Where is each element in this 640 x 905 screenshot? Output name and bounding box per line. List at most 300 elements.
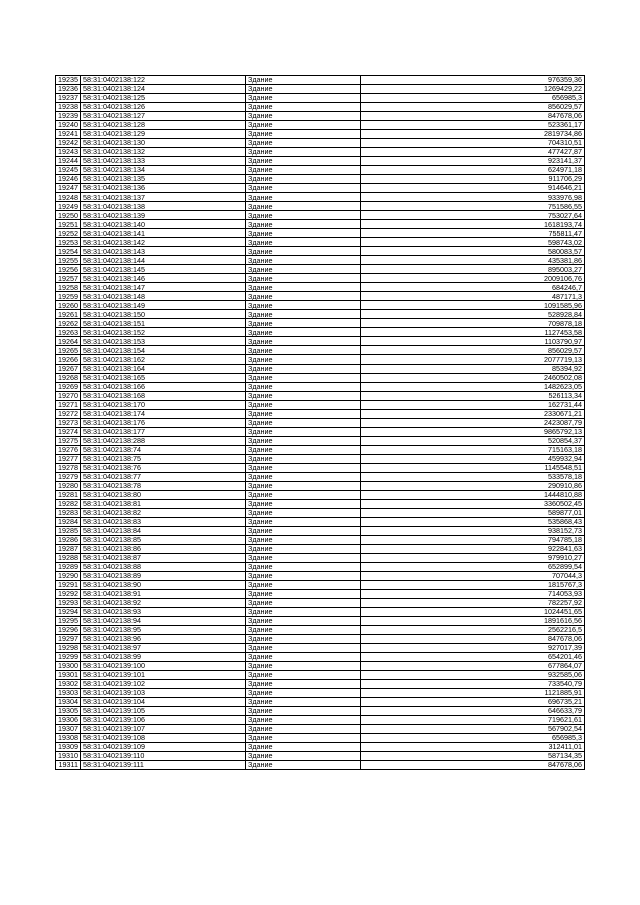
cadastral-value-cell: 1024451,65 [361, 607, 585, 616]
cadastral-value-cell: 927017,39 [361, 643, 585, 652]
table-row [56, 725, 585, 734]
row-number-cell: 19302 [56, 680, 81, 689]
row-number-cell: 19292 [56, 589, 81, 598]
cadastral-number-cell: 58:31:0402138:76 [81, 463, 246, 472]
object-type-cell: Здание [246, 301, 361, 310]
table-row [56, 400, 585, 409]
cadastral-number-cell: 58:31:0402138:126 [81, 103, 246, 112]
table-row [56, 607, 585, 616]
row-number-cell: 19279 [56, 472, 81, 481]
cadastral-number-cell: 58:31:0402138:93 [81, 607, 246, 616]
cadastral-value-cell: 9865792,13 [361, 427, 585, 436]
table-row [56, 211, 585, 220]
row-number-cell: 19252 [56, 229, 81, 238]
object-type-cell: Здание [246, 634, 361, 643]
object-type-cell: Здание [246, 337, 361, 346]
cadastral-number-cell: 58:31:0402138:83 [81, 517, 246, 526]
cadastral-number-cell: 58:31:0402139:102 [81, 680, 246, 689]
cadastral-value-cell: 646633,79 [361, 707, 585, 716]
object-type-cell: Здание [246, 184, 361, 193]
row-number-cell: 19306 [56, 716, 81, 725]
cadastral-number-cell: 58:31:0402138:288 [81, 436, 246, 445]
cadastral-number-cell: 58:31:0402138:146 [81, 274, 246, 283]
row-number-cell: 19238 [56, 103, 81, 112]
cadastral-value-cell: 755811,47 [361, 229, 585, 238]
table-row [56, 716, 585, 725]
object-type-cell: Здание [246, 625, 361, 634]
cadastral-number-cell: 58:31:0402138:132 [81, 148, 246, 157]
table-row [56, 598, 585, 607]
table-row [56, 463, 585, 472]
cadastral-value-cell: 782257,92 [361, 598, 585, 607]
cadastral-number-cell: 58:31:0402138:80 [81, 490, 246, 499]
cadastral-value-cell: 1269429,22 [361, 85, 585, 94]
table-row [56, 364, 585, 373]
cadastral-number-cell: 58:31:0402138:78 [81, 481, 246, 490]
cadastral-number-cell: 58:31:0402138:89 [81, 571, 246, 580]
table-row [56, 373, 585, 382]
table-row [56, 580, 585, 589]
cadastral-number-cell: 58:31:0402138:97 [81, 643, 246, 652]
cadastral-value-cell: 290910,86 [361, 481, 585, 490]
object-type-cell: Здание [246, 517, 361, 526]
table-row [56, 680, 585, 689]
object-type-cell: Здание [246, 202, 361, 211]
cadastral-value-cell: 523361,17 [361, 121, 585, 130]
cadastral-number-cell: 58:31:0402138:140 [81, 220, 246, 229]
object-type-cell: Здание [246, 364, 361, 373]
cadastral-value-cell: 535868,43 [361, 517, 585, 526]
cadastral-value-cell: 533578,18 [361, 472, 585, 481]
table-row [56, 292, 585, 301]
row-number-cell: 19296 [56, 625, 81, 634]
table-row [56, 616, 585, 625]
table-row [56, 734, 585, 743]
object-type-cell: Здание [246, 734, 361, 743]
cadastral-number-cell: 58:31:0402138:125 [81, 94, 246, 103]
row-number-cell: 19248 [56, 193, 81, 202]
cadastral-value-cell: 2330671,21 [361, 409, 585, 418]
object-type-cell: Здание [246, 716, 361, 725]
object-type-cell: Здание [246, 85, 361, 94]
row-number-cell: 19291 [56, 580, 81, 589]
object-type-cell: Здание [246, 743, 361, 752]
row-number-cell: 19288 [56, 553, 81, 562]
cadastral-value-cell: 656985,3 [361, 94, 585, 103]
table-row [56, 337, 585, 346]
cadastral-value-cell: 856029,57 [361, 103, 585, 112]
cadastral-number-cell: 58:31:0402138:154 [81, 346, 246, 355]
cadastral-number-cell: 58:31:0402138:137 [81, 193, 246, 202]
object-type-cell: Здание [246, 589, 361, 598]
cadastral-number-cell: 58:31:0402139:105 [81, 707, 246, 716]
object-type-cell: Здание [246, 544, 361, 553]
table-row [56, 346, 585, 355]
table-row [56, 526, 585, 535]
cadastral-value-cell: 435381,86 [361, 256, 585, 265]
cadastral-value-cell: 677864,07 [361, 662, 585, 671]
cadastral-value-cell: 1444810,88 [361, 490, 585, 499]
object-type-cell: Здание [246, 662, 361, 671]
cadastral-number-cell: 58:31:0402138:150 [81, 310, 246, 319]
object-type-cell: Здание [246, 229, 361, 238]
row-number-cell: 19265 [56, 346, 81, 355]
cadastral-number-cell: 58:31:0402139:106 [81, 716, 246, 725]
row-number-cell: 19266 [56, 355, 81, 364]
cadastral-number-cell: 58:31:0402138:166 [81, 382, 246, 391]
cadastral-value-cell: 1891616,56 [361, 616, 585, 625]
object-type-cell: Здание [246, 94, 361, 103]
cadastral-number-cell: 58:31:0402138:134 [81, 166, 246, 175]
row-number-cell: 19311 [56, 761, 81, 770]
row-number-cell: 19254 [56, 247, 81, 256]
table-row [56, 220, 585, 229]
object-type-cell: Здание [246, 121, 361, 130]
object-type-cell: Здание [246, 274, 361, 283]
cadastral-number-cell: 58:31:0402138:129 [81, 130, 246, 139]
row-number-cell: 19287 [56, 544, 81, 553]
object-type-cell: Здание [246, 211, 361, 220]
cadastral-value-cell: 2460502,08 [361, 373, 585, 382]
table-row [56, 76, 585, 85]
row-number-cell: 19251 [56, 220, 81, 229]
table-row [56, 184, 585, 193]
object-type-cell: Здание [246, 400, 361, 409]
cadastral-value-cell: 589877,01 [361, 508, 585, 517]
object-type-cell: Здание [246, 481, 361, 490]
object-type-cell: Здание [246, 310, 361, 319]
object-type-cell: Здание [246, 391, 361, 400]
object-type-cell: Здание [246, 508, 361, 517]
table-row [56, 427, 585, 436]
row-number-cell: 19310 [56, 752, 81, 761]
cadastral-value-cell: 895003,27 [361, 265, 585, 274]
cadastral-value-cell: 312411,01 [361, 743, 585, 752]
object-type-cell: Здание [246, 707, 361, 716]
table-row [56, 490, 585, 499]
object-type-cell: Здание [246, 580, 361, 589]
row-number-cell: 19269 [56, 382, 81, 391]
cadastral-number-cell: 58:31:0402139:107 [81, 725, 246, 734]
cadastral-number-cell: 58:31:0402138:165 [81, 373, 246, 382]
cadastral-value-cell: 1127453,58 [361, 328, 585, 337]
cadastral-number-cell: 58:31:0402138:124 [81, 85, 246, 94]
object-type-cell: Здание [246, 454, 361, 463]
row-number-cell: 19267 [56, 364, 81, 373]
cadastral-number-cell: 58:31:0402138:92 [81, 598, 246, 607]
row-number-cell: 19282 [56, 499, 81, 508]
table-row [56, 175, 585, 184]
object-type-cell: Здание [246, 193, 361, 202]
row-number-cell: 19289 [56, 562, 81, 571]
object-type-cell: Здание [246, 598, 361, 607]
table-row [56, 481, 585, 490]
cadastral-number-cell: 58:31:0402139:108 [81, 734, 246, 743]
row-number-cell: 19297 [56, 634, 81, 643]
table-row [56, 562, 585, 571]
cadastral-number-cell: 58:31:0402139:101 [81, 671, 246, 680]
row-number-cell: 19247 [56, 184, 81, 193]
cadastral-number-cell: 58:31:0402138:122 [81, 76, 246, 85]
cadastral-number-cell: 58:31:0402138:143 [81, 247, 246, 256]
table-row [56, 94, 585, 103]
object-type-cell: Здание [246, 418, 361, 427]
cadastral-value-cell: 652899,54 [361, 562, 585, 571]
table-row [56, 265, 585, 274]
object-type-cell: Здание [246, 562, 361, 571]
cadastral-value-cell: 923141,37 [361, 157, 585, 166]
cadastral-table [55, 75, 585, 770]
object-type-cell: Здание [246, 526, 361, 535]
row-number-cell: 19304 [56, 698, 81, 707]
cadastral-value-cell: 911706,29 [361, 175, 585, 184]
cadastral-number-cell: 58:31:0402138:144 [81, 256, 246, 265]
table-row [56, 148, 585, 157]
table-row [56, 238, 585, 247]
cadastral-value-cell: 976359,36 [361, 76, 585, 85]
row-number-cell: 19307 [56, 725, 81, 734]
cadastral-number-cell: 58:31:0402138:162 [81, 355, 246, 364]
cadastral-number-cell: 58:31:0402138:81 [81, 499, 246, 508]
row-number-cell: 19268 [56, 373, 81, 382]
cadastral-value-cell: 794785,18 [361, 535, 585, 544]
cadastral-value-cell: 933976,98 [361, 193, 585, 202]
row-number-cell: 19278 [56, 463, 81, 472]
object-type-cell: Здание [246, 490, 361, 499]
table-row [56, 229, 585, 238]
row-number-cell: 19243 [56, 148, 81, 157]
cadastral-value-cell: 2562216,5 [361, 625, 585, 634]
object-type-cell: Здание [246, 265, 361, 274]
cadastral-number-cell: 58:31:0402138:128 [81, 121, 246, 130]
row-number-cell: 19250 [56, 211, 81, 220]
cadastral-value-cell: 1815767,3 [361, 580, 585, 589]
cadastral-number-cell: 58:31:0402138:74 [81, 445, 246, 454]
cadastral-number-cell: 58:31:0402138:139 [81, 211, 246, 220]
row-number-cell: 19305 [56, 707, 81, 716]
cadastral-number-cell: 58:31:0402138:151 [81, 319, 246, 328]
object-type-cell: Здание [246, 436, 361, 445]
cadastral-value-cell: 2077719,13 [361, 355, 585, 364]
table-row [56, 517, 585, 526]
cadastral-number-cell: 58:31:0402138:138 [81, 202, 246, 211]
cadastral-value-cell: 733540,79 [361, 680, 585, 689]
cadastral-number-cell: 58:31:0402138:135 [81, 175, 246, 184]
object-type-cell: Здание [246, 256, 361, 265]
row-number-cell: 19303 [56, 689, 81, 698]
cadastral-number-cell: 58:31:0402138:86 [81, 544, 246, 553]
object-type-cell: Здание [246, 247, 361, 256]
object-type-cell: Здание [246, 283, 361, 292]
cadastral-value-cell: 938152,73 [361, 526, 585, 535]
row-number-cell: 19244 [56, 157, 81, 166]
row-number-cell: 19273 [56, 418, 81, 427]
object-type-cell: Здание [246, 725, 361, 734]
row-number-cell: 19271 [56, 400, 81, 409]
object-type-cell: Здание [246, 553, 361, 562]
table-row [56, 689, 585, 698]
cadastral-number-cell: 58:31:0402138:153 [81, 337, 246, 346]
object-type-cell: Здание [246, 680, 361, 689]
cadastral-value-cell: 715163,18 [361, 445, 585, 454]
cadastral-value-cell: 714053,93 [361, 589, 585, 598]
table-row [56, 454, 585, 463]
row-number-cell: 19309 [56, 743, 81, 752]
object-type-cell: Здание [246, 238, 361, 247]
table-row [56, 409, 585, 418]
cadastral-number-cell: 58:31:0402138:99 [81, 653, 246, 662]
cadastral-number-cell: 58:31:0402138:90 [81, 580, 246, 589]
cadastral-number-cell: 58:31:0402138:75 [81, 454, 246, 463]
row-number-cell: 19276 [56, 445, 81, 454]
cadastral-number-cell: 58:31:0402138:176 [81, 418, 246, 427]
cadastral-number-cell: 58:31:0402138:88 [81, 562, 246, 571]
cadastral-number-cell: 58:31:0402138:127 [81, 112, 246, 121]
row-number-cell: 19280 [56, 481, 81, 490]
table-row [56, 589, 585, 598]
cadastral-value-cell: 1103790,97 [361, 337, 585, 346]
object-type-cell: Здание [246, 175, 361, 184]
cadastral-value-cell: 922841,63 [361, 544, 585, 553]
row-number-cell: 19285 [56, 526, 81, 535]
table-row [56, 761, 585, 770]
cadastral-value-cell: 932585,06 [361, 671, 585, 680]
object-type-cell: Здание [246, 76, 361, 85]
table-row [56, 508, 585, 517]
table-row [56, 121, 585, 130]
row-number-cell: 19295 [56, 616, 81, 625]
cadastral-number-cell: 58:31:0402139:103 [81, 689, 246, 698]
row-number-cell: 19259 [56, 292, 81, 301]
cadastral-value-cell: 696735,21 [361, 698, 585, 707]
cadastral-value-cell: 3360502,45 [361, 499, 585, 508]
object-type-cell: Здание [246, 671, 361, 680]
object-type-cell: Здание [246, 130, 361, 139]
table-row [56, 112, 585, 121]
cadastral-value-cell: 1618193,74 [361, 220, 585, 229]
row-number-cell: 19241 [56, 130, 81, 139]
cadastral-value-cell: 2009106,76 [361, 274, 585, 283]
cadastral-value-cell: 719621,61 [361, 716, 585, 725]
table-body [56, 76, 585, 770]
cadastral-value-cell: 979910,27 [361, 553, 585, 562]
cadastral-value-cell: 709878,18 [361, 319, 585, 328]
object-type-cell: Здание [246, 472, 361, 481]
cadastral-number-cell: 58:31:0402138:91 [81, 589, 246, 598]
cadastral-number-cell: 58:31:0402138:95 [81, 625, 246, 634]
cadastral-value-cell: 2819734,86 [361, 130, 585, 139]
cadastral-value-cell: 526113,34 [361, 391, 585, 400]
cadastral-value-cell: 85394,92 [361, 364, 585, 373]
cadastral-number-cell: 58:31:0402138:152 [81, 328, 246, 337]
row-number-cell: 19257 [56, 274, 81, 283]
table-row [56, 625, 585, 634]
cadastral-number-cell: 58:31:0402138:96 [81, 634, 246, 643]
cadastral-number-cell: 58:31:0402139:111 [81, 761, 246, 770]
table-row [56, 301, 585, 310]
cadastral-number-cell: 58:31:0402138:94 [81, 616, 246, 625]
object-type-cell: Здание [246, 643, 361, 652]
object-type-cell: Здание [246, 445, 361, 454]
row-number-cell: 19253 [56, 238, 81, 247]
object-type-cell: Здание [246, 220, 361, 229]
row-number-cell: 19240 [56, 121, 81, 130]
object-type-cell: Здание [246, 535, 361, 544]
table-row [56, 283, 585, 292]
table-row [56, 752, 585, 761]
row-number-cell: 19263 [56, 328, 81, 337]
cadastral-value-cell: 162731,44 [361, 400, 585, 409]
cadastral-value-cell: 598743,02 [361, 238, 585, 247]
object-type-cell: Здание [246, 499, 361, 508]
cadastral-value-cell: 656985,3 [361, 734, 585, 743]
row-number-cell: 19275 [56, 436, 81, 445]
table-row [56, 743, 585, 752]
object-type-cell: Здание [246, 346, 361, 355]
object-type-cell: Здание [246, 148, 361, 157]
table-row [56, 355, 585, 364]
cadastral-number-cell: 58:31:0402138:77 [81, 472, 246, 481]
cadastral-number-cell: 58:31:0402138:164 [81, 364, 246, 373]
object-type-cell: Здание [246, 292, 361, 301]
object-type-cell: Здание [246, 752, 361, 761]
table-row [56, 544, 585, 553]
table-row [56, 662, 585, 671]
table-row [56, 671, 585, 680]
cadastral-value-cell: 459932,94 [361, 454, 585, 463]
row-number-cell: 19308 [56, 734, 81, 743]
row-number-cell: 19249 [56, 202, 81, 211]
cadastral-value-cell: 1482623,05 [361, 382, 585, 391]
cadastral-value-cell: 487171,3 [361, 292, 585, 301]
cadastral-number-cell: 58:31:0402138:148 [81, 292, 246, 301]
object-type-cell: Здание [246, 653, 361, 662]
cadastral-value-cell: 847678,06 [361, 634, 585, 643]
cadastral-number-cell: 58:31:0402138:82 [81, 508, 246, 517]
row-number-cell: 19277 [56, 454, 81, 463]
object-type-cell: Здание [246, 409, 361, 418]
table-row [56, 328, 585, 337]
row-number-cell: 19245 [56, 166, 81, 175]
row-number-cell: 19290 [56, 571, 81, 580]
row-number-cell: 19299 [56, 653, 81, 662]
object-type-cell: Здание [246, 761, 361, 770]
row-number-cell: 19260 [56, 301, 81, 310]
object-type-cell: Здание [246, 112, 361, 121]
table-row [56, 103, 585, 112]
cadastral-value-cell: 751586,55 [361, 202, 585, 211]
cadastral-number-cell: 58:31:0402138:145 [81, 265, 246, 274]
object-type-cell: Здание [246, 157, 361, 166]
table-row [56, 319, 585, 328]
cadastral-value-cell: 1145548,51 [361, 463, 585, 472]
cadastral-value-cell: 567902,54 [361, 725, 585, 734]
cadastral-number-cell: 58:31:0402138:133 [81, 157, 246, 166]
row-number-cell: 19298 [56, 643, 81, 652]
cadastral-number-cell: 58:31:0402138:84 [81, 526, 246, 535]
cadastral-number-cell: 58:31:0402138:147 [81, 283, 246, 292]
table-row [56, 85, 585, 94]
cadastral-value-cell: 520854,37 [361, 436, 585, 445]
table-row [56, 499, 585, 508]
row-number-cell: 19281 [56, 490, 81, 499]
row-number-cell: 19246 [56, 175, 81, 184]
row-number-cell: 19264 [56, 337, 81, 346]
cadastral-value-cell: 654201,46 [361, 653, 585, 662]
cadastral-number-cell: 58:31:0402138:136 [81, 184, 246, 193]
cadastral-number-cell: 58:31:0402138:168 [81, 391, 246, 400]
object-type-cell: Здание [246, 463, 361, 472]
